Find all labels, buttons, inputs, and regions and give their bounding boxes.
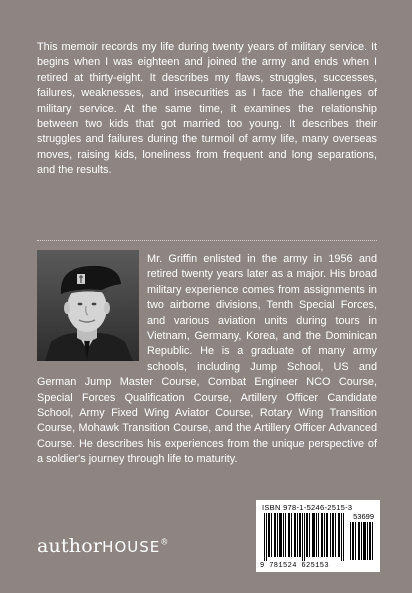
author-bio bbox=[37, 252, 377, 468]
photo-spacer bbox=[37, 252, 147, 362]
logo-house: HOUSE bbox=[102, 538, 161, 556]
logo-author: author bbox=[37, 535, 103, 557]
author-bio-text: Mr. Griffin enlisted in the army in 1956 and retired twenty years later as a major. His broad military experience comes from assignments in two airborne divisions, Tenth Special Forces, and various aviation units during tours in Vietnam, Germany, Korea, and the Dominican Republic. He is a graduate of many army schools, including Jump School, US and German Jump Master Course, Combat Engineer NCO Course, Special Forces Qualification Course, Artillery Officer Candidate School, Army Fixed Wing Aviator Course, Rotary Wing Transition Course, Mohawk Transition Course, and the Artillery Officer Advanced Course. He describes his experiences from the unique perspective of a soldier's journey through life to maturity. bbox=[37, 253, 377, 466]
logo-registered: ® bbox=[160, 537, 169, 547]
barcode-box bbox=[256, 500, 380, 572]
ean-digits: 9 781524 625153 bbox=[260, 562, 330, 570]
isbn-label: ISBN 978-1-5246-2515-3 bbox=[262, 503, 353, 512]
barcode-bars bbox=[264, 513, 344, 561]
publisher-logo bbox=[37, 535, 168, 557]
price-code: 53699 bbox=[353, 512, 374, 521]
back-cover-blurb: This memoir records my life during twenty years of military service. It begins when I was eighteen and joined the army and ends when I retired at thirty-eight. It describes my flaws, struggles, successes, failures, weaknesses, and insecurities as I face the challenges of military service. At the same time, it examines the relationship between two kids that got married too young. It describes their struggles and failures during the turmoil of army life, many overseas moves, raising kids, loneliness from frequent and long separations, and the results. bbox=[37, 41, 377, 177]
section-divider bbox=[37, 240, 377, 241]
price-barcode-bars bbox=[350, 522, 374, 560]
